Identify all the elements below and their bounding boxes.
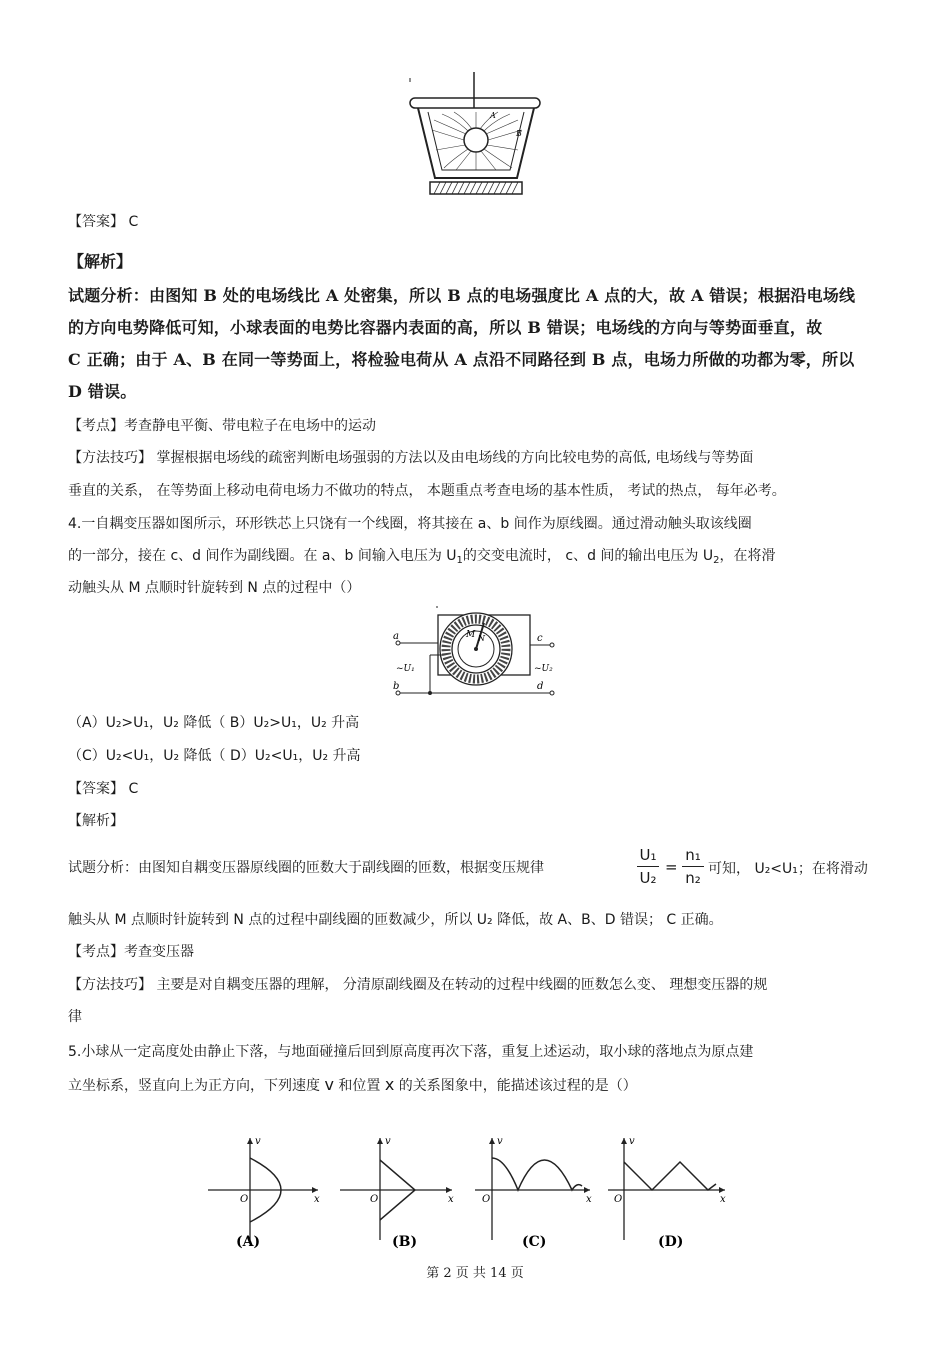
q4-analysis-pre: 试题分析：由图知自耦变压器原线圈的匝数大于副线圈的匝数，根据变压规律 bbox=[68, 860, 544, 876]
graph-b-label: (B) bbox=[392, 1234, 418, 1250]
q3-answer: 【答案】 C bbox=[68, 214, 139, 230]
graph-c-origin: O bbox=[482, 1194, 491, 1205]
q4-analysis-heading: 【解析】 bbox=[68, 813, 124, 829]
q3-analysis-line-4: D 错误。 bbox=[68, 382, 137, 401]
terminal-c: c bbox=[537, 633, 543, 644]
q4-options-line-1: （A）U₂>U₁，U₂ 降低（ B）U₂>U₁，U₂ 升高 bbox=[68, 715, 360, 731]
graph-c-v-axis: v bbox=[497, 1136, 503, 1147]
q5-stem-line-2: 立坐标系，竖直向上为正方向，下列速度 v 和位置 x 的关系图象中，能描述该过程的是（） bbox=[68, 1075, 637, 1094]
graph-c-label: (C) bbox=[522, 1234, 547, 1250]
q3-method-line-2: 垂直的关系， 在等势面上移动电荷电场力不做功的特点， 本题重点考查电场的基本性质， 考试的热点， 每年必考。 bbox=[68, 483, 786, 499]
q3-method-line-1: 【方法技巧】 掌握根据电场线的疏密判断电场强弱的方法以及由电场线的方向比较电势的高低, 电场线与等势面 bbox=[68, 450, 754, 466]
vx-graphs-figure bbox=[200, 1130, 740, 1255]
q3-analysis-line-3: C 正确；由于 A、B 在同一等势面上，将检验电荷从 A 点沿不同路径到 B 点，电场力所做的功都为零，所以 bbox=[68, 350, 855, 369]
page-footer: 第 2 页 共 14 页 bbox=[426, 1266, 524, 1281]
q4-stem-line-2: 的一部分，接在 c、d 间作为副线圈。在 a、b 间输入电压为 $U_1$的交变电流时， c、d 间的输出电压为 $U_2$，在将滑 bbox=[68, 548, 776, 566]
terminal-a: a bbox=[393, 631, 399, 642]
point-a-label: A bbox=[490, 111, 496, 120]
q4-stem-line-1: 4.一自耦变压器如图所示，环形铁芯上只饶有一个线圈，将其接在 a、b 间作为原线圈。通过滑动触头取该线圈 bbox=[68, 516, 752, 532]
graph-b-v-axis: v bbox=[385, 1136, 391, 1147]
container-field-figure bbox=[400, 70, 550, 200]
q4-stem-line-3: 动触头从 M 点顺时针旋转到 N 点的过程中（） bbox=[68, 580, 361, 596]
q3-kaodian: 【考点】考查静电平衡、带电粒子在电场中的运动 bbox=[68, 418, 376, 434]
terminal-d: d bbox=[537, 681, 544, 692]
terminal-b: b bbox=[393, 681, 400, 692]
q3-analysis-line-1: 试题分析：由图知 B 处的电场线比 A 处密集，所以 B 点的电场强度比 A 点的大，故 A 错误；根据沿电场线 bbox=[68, 286, 856, 305]
point-b-label: B bbox=[516, 129, 522, 138]
graph-d-x-axis: x bbox=[720, 1194, 726, 1205]
graph-a-origin: O bbox=[240, 1194, 249, 1205]
graph-a-x-axis: x bbox=[314, 1194, 320, 1205]
q4-answer: 【答案】 C bbox=[68, 781, 139, 797]
autotransformer-figure bbox=[392, 605, 562, 705]
q4-options-line-2: （C）U₂<U₁，U₂ 降低（ D）U₂<U₁，U₂ 升高 bbox=[68, 748, 361, 764]
graph-a-label: (A) bbox=[236, 1234, 261, 1250]
q4-method-line-2: 律 bbox=[68, 1009, 82, 1025]
graph-d-label: (D) bbox=[658, 1234, 684, 1250]
voltage-u1-label: ~U₁ bbox=[396, 664, 415, 674]
graph-c-x-axis: x bbox=[586, 1194, 592, 1205]
q3-analysis-line-2: 的方向电势降低可知，小球表面的电势比容器内表面的高，所以 B 错误；电场线的方向与等势面垂直，故 bbox=[68, 318, 823, 337]
q3-analysis-heading: 【解析】 bbox=[68, 252, 133, 271]
q4-analysis-line-2: 触头从 M 点顺时针旋转到 N 点的过程中副线圈的匝数减少，所以 U₂ 降低，故 A、B、D 错误； C 正确。 bbox=[68, 912, 723, 928]
fraction-n: n₁ n₂ bbox=[682, 846, 704, 887]
graph-d-origin: O bbox=[614, 1194, 623, 1205]
fraction-equals: = bbox=[665, 858, 678, 876]
point-m-label: M bbox=[466, 630, 476, 640]
graph-d-v-axis: v bbox=[629, 1136, 635, 1147]
q5-stem-line-1: 5.小球从一定高度处由静止下落，与地面碰撞后回到原高度再次下落，重复上述运动，取小球的落地点为原点建 bbox=[68, 1044, 754, 1060]
q4-analysis-post: 可知， U₂<U₁；在将滑动 bbox=[708, 861, 868, 877]
q4-method-line-1: 【方法技巧】 主要是对自耦变压器的理解， 分清原副线圈及在转动的过程中线圈的匝数怎么变、 理想变压器的规 bbox=[68, 977, 768, 993]
fraction-u: U₁ U₂ bbox=[637, 846, 659, 887]
point-n-label: N bbox=[478, 634, 485, 643]
q4-kaodian: 【考点】考查变压器 bbox=[68, 944, 194, 960]
graph-b-x-axis: x bbox=[448, 1194, 454, 1205]
graph-a-v-axis: v bbox=[255, 1136, 261, 1147]
voltage-u2-label: ~U₂ bbox=[534, 664, 553, 674]
graph-b-origin: O bbox=[370, 1194, 379, 1205]
